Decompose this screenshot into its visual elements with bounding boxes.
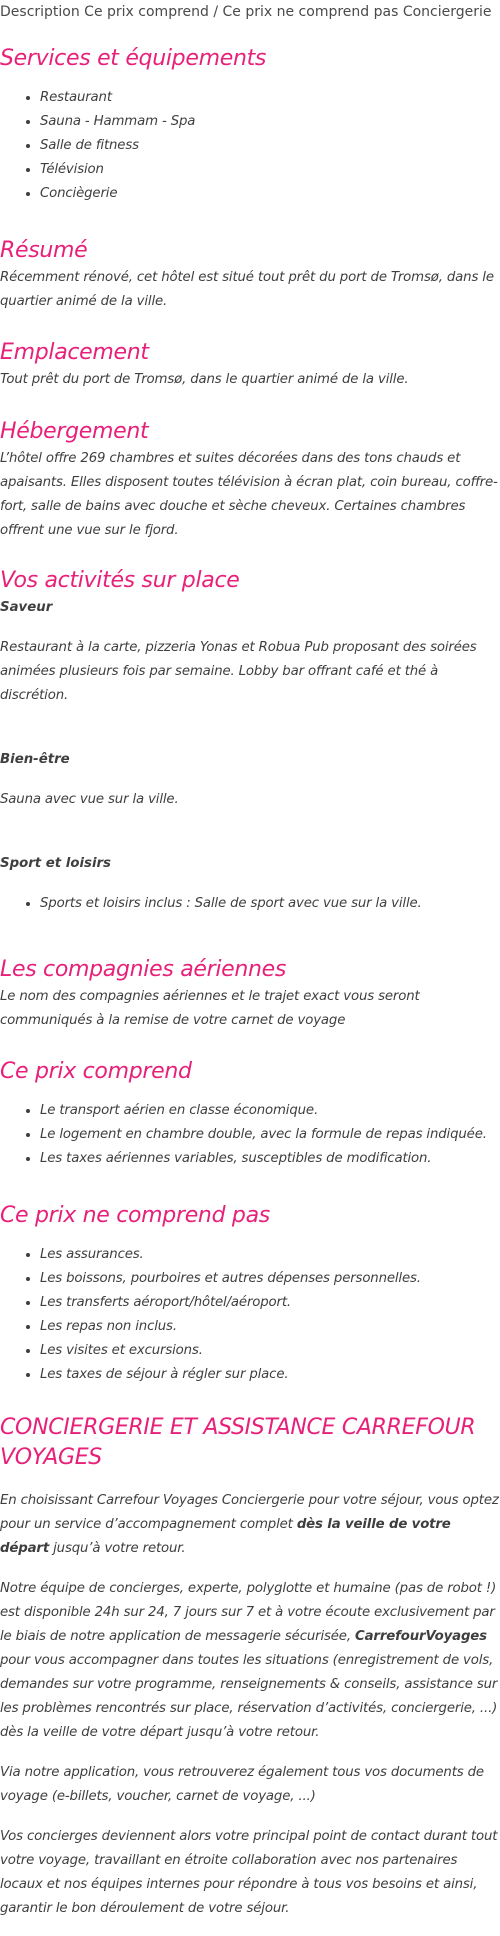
comprend-item: • Le transport aérien en classe économique. [40, 1099, 500, 1123]
hebergement-section [0, 417, 500, 543]
ne-comprend-heading: Ce prix ne comprend pas [0, 1203, 270, 1228]
emplacement-heading: Emplacement [0, 340, 149, 365]
comprend-heading: Ce prix comprend [0, 1059, 192, 1084]
conciergerie-section [0, 1413, 500, 1921]
comprend-item: • Les taxes aériennes variables, susceptibles de modification. [40, 1147, 500, 1171]
services-section [0, 44, 500, 206]
resume-text: Récemment rénové, cet hôtel est situé tout prêt du port de Tromsø, dans le quartier animé de la ville. [0, 270, 494, 309]
sport-title: Sport et loisirs [0, 856, 111, 871]
conciergerie-heading: CONCIERGERIE ET ASSISTANCE CARREFOUR VOYAGES [0, 1415, 476, 1470]
resume-section [0, 236, 500, 314]
services-item: • Restaurant [40, 86, 500, 110]
emplacement-section [0, 338, 500, 392]
ne-comprend-section [0, 1201, 500, 1387]
conciergerie-p1-c: jusqu’à votre retour. [49, 1541, 186, 1556]
resume-heading: Résumé [0, 238, 88, 263]
services-list [0, 86, 500, 206]
bienetre-title: Bien-être [0, 752, 70, 767]
services-item: • Salle de fitness [40, 134, 500, 158]
ne-comprend-item: • Les assurances. [40, 1243, 500, 1267]
comprend-section [0, 1057, 500, 1171]
sport-item: • Sports et loisirs inclus : Salle de sport avec vue sur la ville. [40, 892, 500, 916]
activites-heading: Vos activités sur place [0, 568, 240, 593]
ne-comprend-item: • Les transferts aéroport/hôtel/aéroport. [40, 1291, 500, 1315]
ne-comprend-item: • Les repas non inclus. [40, 1315, 500, 1339]
conciergerie-p1 [0, 1489, 500, 1561]
services-item: • Télévision [40, 158, 500, 182]
saveur-title: Saveur [0, 600, 53, 615]
tab-bar[interactable]: Description Ce prix comprend / Ce prix ne comprend pas Conciergerie [0, 4, 492, 20]
compagnies-text: Le nom des compagnies aériennes et le trajet exact vous seront communiqués à la remise de votre carnet de voyage [0, 989, 420, 1028]
ne-comprend-item: • Les boissons, pourboires et autres dépenses personnelles. [40, 1267, 500, 1291]
conciergerie-p4: Vos concierges deviennent alors votre principal point de contact durant tout votre voyage, travaillant en étroite collaboration avec nos partenaires locaux et nos équipes internes pour répondre à tous vos besoins et ainsi, garantir le bon déroulement de votre séjour. [0, 1829, 498, 1916]
conciergerie-p1-a: En choisissant Carrefour Voyages Conciergerie pour votre séjour, vous optez pour un service d’accompagnement complet [0, 1493, 499, 1532]
comprend-item: • Le logement en chambre double, avec la formule de repas indiquée. [40, 1123, 500, 1147]
emplacement-text: Tout prêt du port de Tromsø, dans le quartier animé de la ville. [0, 372, 409, 387]
activites-section [0, 566, 500, 916]
services-item: • Sauna - Hammam - Spa [40, 110, 500, 134]
hebergement-text: L’hôtel offre 269 chambres et suites décorées dans des tons chauds et apaisants. Elles disposent toutes télévision à écran plat, coin bureau, coffre-fort, salle de bains avec douche et sèche cheveux. Certaines chambres offrent une vue sur le fjord. [0, 451, 498, 538]
services-heading: Services et équipements [0, 46, 267, 71]
comprend-list [0, 1099, 500, 1171]
ne-comprend-list [0, 1243, 500, 1387]
saveur-text: Restaurant à la carte, pizzeria Yonas et Robua Pub proposant des soirées animées plusieurs fois par semaine. Lobby bar offrant café et thé à discrétion. [0, 640, 477, 703]
conciergerie-p2 [0, 1577, 500, 1745]
conciergerie-p2-a: Notre équipe de concierges, experte, polyglotte et humaine (pas de robot !) est disponible 24h sur 24, 7 jours sur 7 et à votre écoute exclusivement par le biais de notre application de messagerie sécurisée, [0, 1581, 497, 1644]
ne-comprend-item: • Les taxes de séjour à régler sur place. [40, 1363, 500, 1387]
conciergerie-p1-b: dès la veille de votre départ [0, 1517, 451, 1556]
bienetre-text: Sauna avec vue sur la ville. [0, 792, 179, 807]
conciergerie-p2-c: pour vous accompagner dans toutes les situations (enregistrement de vols, demandes sur votre programme, renseignements & conseils, assistance sur les problèmes rencontrés sur place, réservation d’activités, conciergerie, ...) dès la veille de votre départ jusqu’à votre retour. [0, 1653, 498, 1740]
compagnies-heading: Les compagnies aériennes [0, 957, 287, 982]
ne-comprend-item: • Les visites et excursions. [40, 1339, 500, 1363]
conciergerie-p2-b: CarrefourVoyages [354, 1629, 487, 1644]
services-item: • Conciègerie [40, 182, 500, 206]
compagnies-section [0, 955, 500, 1033]
sport-list [0, 892, 500, 916]
hebergement-heading: Hébergement [0, 419, 149, 444]
conciergerie-p3: Via notre application, vous retrouverez également tous vos documents de voyage (e-billets, voucher, carnet de voyage, ...) [0, 1765, 484, 1804]
